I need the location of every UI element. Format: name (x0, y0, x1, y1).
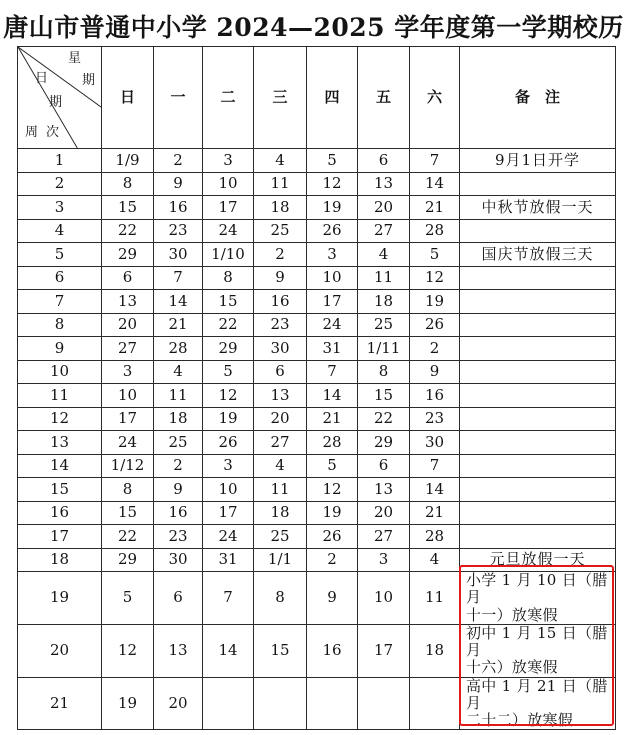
week-row (18, 243, 616, 267)
date-cell: 2 (154, 454, 203, 478)
date-cell: 20 (358, 196, 410, 220)
date-cell: 8 (254, 572, 307, 625)
date-cell: 22 (102, 525, 154, 549)
date-cell: 24 (203, 525, 254, 549)
date-cell: 12 (203, 384, 254, 408)
week-row (18, 407, 616, 431)
date-cell: 4 (154, 360, 203, 384)
weekday-header-sat: 六 (410, 47, 460, 149)
week-number-cell: 13 (18, 431, 102, 455)
week-row (18, 313, 616, 337)
week-number-cell: 2 (18, 172, 102, 196)
note-cell (460, 172, 616, 196)
note-cell (460, 478, 616, 502)
date-cell: 10 (102, 384, 154, 408)
date-cell: 2 (254, 243, 307, 267)
corner-header-cell (18, 47, 102, 149)
date-cell: 7 (410, 454, 460, 478)
date-cell: 9 (307, 572, 358, 625)
date-cell: 2 (410, 337, 460, 361)
date-cell: 14 (154, 290, 203, 314)
date-cell: 16 (154, 196, 203, 220)
date-cell: 12 (102, 624, 154, 677)
date-cell: 30 (154, 243, 203, 267)
date-cell: 30 (154, 548, 203, 572)
date-cell: 17 (307, 290, 358, 314)
date-cell: 10 (203, 478, 254, 502)
date-cell: 24 (307, 313, 358, 337)
week-number-cell: 3 (18, 196, 102, 220)
date-cell: 29 (358, 431, 410, 455)
note-line: 初中 1 月 15 日（腊月 (466, 623, 608, 659)
date-cell: 8 (102, 172, 154, 196)
date-cell (307, 677, 358, 730)
note-cell: 中秋节放假一天 (460, 196, 616, 220)
note-cell (460, 501, 616, 525)
date-cell: 23 (154, 219, 203, 243)
date-cell: 19 (203, 407, 254, 431)
week-row (18, 454, 616, 478)
corner-label-week: 周 (25, 125, 39, 140)
date-cell: 24 (203, 219, 254, 243)
week-number-cell: 4 (18, 219, 102, 243)
date-cell: 21 (410, 501, 460, 525)
week-number-cell: 12 (18, 407, 102, 431)
date-cell: 22 (203, 313, 254, 337)
note-cell (460, 677, 616, 730)
date-cell: 6 (358, 149, 410, 173)
week-row (18, 677, 616, 730)
date-cell: 15 (102, 196, 154, 220)
date-cell: 4 (410, 548, 460, 572)
date-cell: 20 (358, 501, 410, 525)
week-number-cell: 17 (18, 525, 102, 549)
date-cell: 16 (154, 501, 203, 525)
date-cell: 5 (203, 360, 254, 384)
notes-header: 备 注 (460, 47, 616, 149)
weekday-header-wed: 三 (254, 47, 307, 149)
date-cell: 2 (307, 548, 358, 572)
note-cell (460, 360, 616, 384)
note-cell: 元旦放假一天 (460, 548, 616, 572)
week-number-cell: 15 (18, 478, 102, 502)
corner-label-period-top: 期 (82, 73, 96, 88)
note-cell (460, 313, 616, 337)
week-row (18, 478, 616, 502)
note-cell (460, 624, 616, 677)
week-row (18, 219, 616, 243)
week-row (18, 290, 616, 314)
note-cell (460, 454, 616, 478)
corner-label-day: 日 (35, 71, 49, 86)
date-cell: 18 (358, 290, 410, 314)
week-row (18, 337, 616, 361)
date-cell: 23 (254, 313, 307, 337)
date-cell: 3 (102, 360, 154, 384)
date-cell: 20 (102, 313, 154, 337)
date-cell: 10 (307, 266, 358, 290)
date-cell: 12 (307, 478, 358, 502)
date-cell (410, 677, 460, 730)
note-cell: 9月1日开学 (460, 149, 616, 173)
date-cell: 28 (410, 219, 460, 243)
week-number-cell: 20 (18, 624, 102, 677)
week-row (18, 572, 616, 625)
corner-label-period-mid: 期 (49, 95, 63, 110)
note-cell (460, 572, 616, 625)
date-cell: 18 (254, 501, 307, 525)
date-cell: 5 (307, 149, 358, 173)
date-cell: 19 (102, 677, 154, 730)
date-cell: 15 (358, 384, 410, 408)
date-cell: 3 (307, 243, 358, 267)
week-row (18, 501, 616, 525)
week-row (18, 525, 616, 549)
date-cell: 9 (410, 360, 460, 384)
date-cell: 19 (307, 501, 358, 525)
note-cell: 国庆节放假三天 (460, 243, 616, 267)
date-cell: 25 (358, 313, 410, 337)
page-title: 唐山市普通中小学 2024—2025 学年度第一学期校历 (3, 13, 624, 42)
note-line: 高中 1 月 21 日（腊月 (466, 676, 608, 712)
date-cell: 25 (154, 431, 203, 455)
week-row (18, 172, 616, 196)
week-number-cell: 18 (18, 548, 102, 572)
date-cell: 30 (410, 431, 460, 455)
date-cell: 13 (358, 478, 410, 502)
date-cell: 25 (254, 525, 307, 549)
date-cell: 1/9 (102, 149, 154, 173)
date-cell: 11 (154, 384, 203, 408)
week-number-cell: 9 (18, 337, 102, 361)
date-cell: 22 (358, 407, 410, 431)
date-cell: 28 (410, 525, 460, 549)
note-cell (460, 525, 616, 549)
date-cell: 25 (254, 219, 307, 243)
weekday-header-tue: 二 (203, 47, 254, 149)
week-row (18, 360, 616, 384)
date-cell: 28 (307, 431, 358, 455)
date-cell: 14 (203, 624, 254, 677)
date-cell: 6 (154, 572, 203, 625)
date-cell: 20 (154, 677, 203, 730)
date-cell: 7 (154, 266, 203, 290)
date-cell: 29 (102, 548, 154, 572)
date-cell: 26 (203, 431, 254, 455)
corner-label-star: 星 (68, 51, 82, 66)
weekday-header-mon: 一 (154, 47, 203, 149)
date-cell: 23 (410, 407, 460, 431)
date-cell: 15 (203, 290, 254, 314)
date-cell: 30 (254, 337, 307, 361)
date-cell: 15 (254, 624, 307, 677)
note-cell (460, 266, 616, 290)
week-number-cell: 10 (18, 360, 102, 384)
weekday-header-fri: 五 (358, 47, 410, 149)
date-cell: 14 (410, 478, 460, 502)
date-cell: 18 (154, 407, 203, 431)
date-cell: 14 (307, 384, 358, 408)
date-cell: 9 (254, 266, 307, 290)
date-cell: 17 (102, 407, 154, 431)
date-cell: 4 (254, 454, 307, 478)
date-cell: 12 (307, 172, 358, 196)
date-cell: 27 (102, 337, 154, 361)
date-cell: 22 (102, 219, 154, 243)
date-cell: 1/11 (358, 337, 410, 361)
date-cell: 8 (102, 478, 154, 502)
date-cell: 1/10 (203, 243, 254, 267)
date-cell: 6 (102, 266, 154, 290)
week-number-cell: 11 (18, 384, 102, 408)
date-cell: 20 (254, 407, 307, 431)
week-number-cell: 1 (18, 149, 102, 173)
week-number-cell: 21 (18, 677, 102, 730)
weekday-header-sun: 日 (102, 47, 154, 149)
date-cell: 3 (358, 548, 410, 572)
week-number-cell: 16 (18, 501, 102, 525)
date-cell: 1/12 (102, 454, 154, 478)
week-number-cell: 6 (18, 266, 102, 290)
date-cell: 8 (358, 360, 410, 384)
date-cell (358, 677, 410, 730)
date-cell: 7 (203, 572, 254, 625)
date-cell: 16 (410, 384, 460, 408)
date-cell: 21 (410, 196, 460, 220)
date-cell: 13 (102, 290, 154, 314)
date-cell (254, 677, 307, 730)
date-cell: 5 (102, 572, 154, 625)
date-cell: 11 (410, 572, 460, 625)
date-cell: 3 (203, 454, 254, 478)
date-cell: 2 (154, 149, 203, 173)
date-cell: 21 (154, 313, 203, 337)
date-cell: 11 (254, 172, 307, 196)
week-row (18, 384, 616, 408)
date-cell: 21 (307, 407, 358, 431)
date-cell: 12 (410, 266, 460, 290)
date-cell: 6 (358, 454, 410, 478)
date-cell: 4 (358, 243, 410, 267)
date-cell: 31 (307, 337, 358, 361)
date-cell: 29 (203, 337, 254, 361)
week-row (18, 431, 616, 455)
school-calendar-table (17, 46, 616, 730)
week-row (18, 196, 616, 220)
date-cell: 29 (102, 243, 154, 267)
note-cell (460, 219, 616, 243)
date-cell: 11 (254, 478, 307, 502)
date-cell: 28 (154, 337, 203, 361)
date-cell: 27 (358, 525, 410, 549)
date-cell: 18 (410, 624, 460, 677)
date-cell: 17 (203, 501, 254, 525)
date-cell: 7 (307, 360, 358, 384)
header-row (18, 47, 616, 149)
note-cell (460, 407, 616, 431)
date-cell: 13 (358, 172, 410, 196)
week-row (18, 548, 616, 572)
date-cell: 9 (154, 478, 203, 502)
date-cell: 31 (203, 548, 254, 572)
date-cell (203, 677, 254, 730)
week-row (18, 266, 616, 290)
date-cell: 13 (254, 384, 307, 408)
date-cell: 17 (203, 196, 254, 220)
week-number-cell: 5 (18, 243, 102, 267)
date-cell: 5 (307, 454, 358, 478)
week-number-cell: 14 (18, 454, 102, 478)
week-number-cell: 8 (18, 313, 102, 337)
date-cell: 17 (358, 624, 410, 677)
date-cell: 27 (254, 431, 307, 455)
date-cell: 16 (307, 624, 358, 677)
date-cell: 19 (307, 196, 358, 220)
week-row (18, 149, 616, 173)
weekday-header-thu: 四 (307, 47, 358, 149)
corner-label-order: 次 (46, 125, 60, 140)
date-cell: 4 (254, 149, 307, 173)
date-cell: 27 (358, 219, 410, 243)
date-cell: 26 (307, 219, 358, 243)
date-cell: 13 (154, 624, 203, 677)
date-cell: 8 (203, 266, 254, 290)
date-cell: 10 (203, 172, 254, 196)
date-cell: 26 (307, 525, 358, 549)
note-cell (460, 431, 616, 455)
date-cell: 18 (254, 196, 307, 220)
date-cell: 10 (358, 572, 410, 625)
date-cell: 24 (102, 431, 154, 455)
date-cell: 11 (358, 266, 410, 290)
date-cell: 3 (203, 149, 254, 173)
note-cell (460, 384, 616, 408)
note-cell (460, 337, 616, 361)
note-cell (460, 290, 616, 314)
date-cell: 16 (254, 290, 307, 314)
date-cell: 6 (254, 360, 307, 384)
date-cell: 26 (410, 313, 460, 337)
date-cell: 9 (154, 172, 203, 196)
week-row (18, 624, 616, 677)
date-cell: 15 (102, 501, 154, 525)
week-number-cell: 19 (18, 572, 102, 625)
note-line: 小学 1 月 10 日（腊月 (466, 571, 608, 607)
week-number-cell: 7 (18, 290, 102, 314)
date-cell: 19 (410, 290, 460, 314)
date-cell: 23 (154, 525, 203, 549)
note-line: 二十二）放寒假 (466, 711, 574, 729)
note-line: 十一）放寒假 (466, 605, 558, 624)
date-cell: 1/1 (254, 548, 307, 572)
date-cell: 5 (410, 243, 460, 267)
date-cell: 14 (410, 172, 460, 196)
note-line: 十六）放寒假 (466, 658, 558, 677)
date-cell: 7 (410, 149, 460, 173)
